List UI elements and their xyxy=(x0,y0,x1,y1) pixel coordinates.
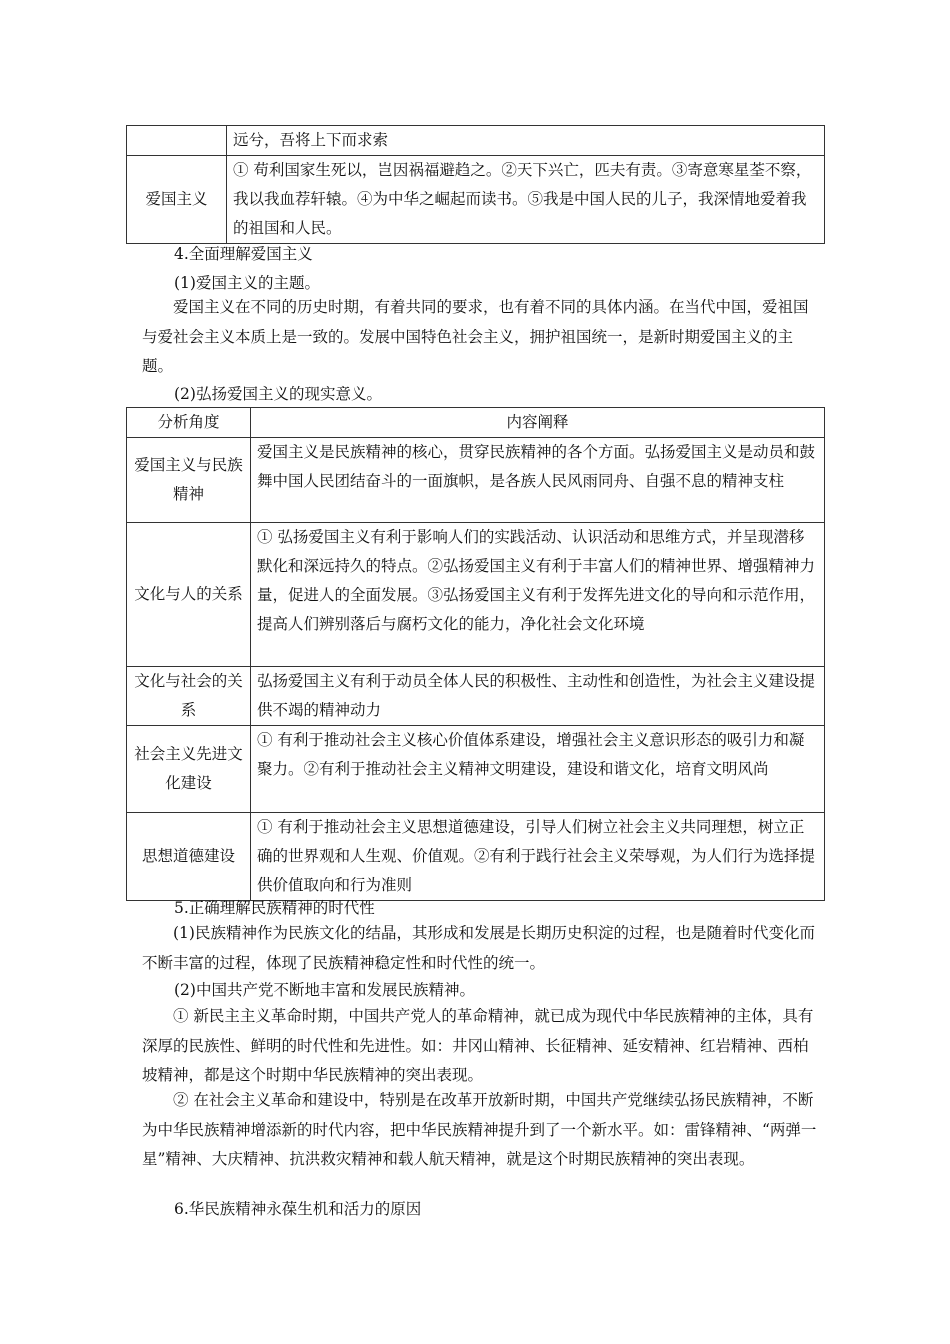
patriotism-significance-table xyxy=(126,407,825,901)
table-row xyxy=(127,667,825,726)
section-heading: 6.华民族精神永葆生机和活力的原因 xyxy=(174,1200,422,1218)
table-row xyxy=(127,126,825,156)
table-cell-left: 文化与人的关系 xyxy=(127,523,251,667)
patriotism-quotes-table xyxy=(126,125,825,244)
table-cell-right: ① 有利于推动社会主义核心价值体系建设，增强社会主义意识形态的吸引力和凝聚力。②有利于推动社会主义精神文明建设，建设和谐文化，培育文明风尚 xyxy=(251,726,825,813)
paragraph: (1)民族精神作为民族文化的结晶，其形成和发展是长期历史积淀的过程，也是随着时代变化而不断丰富的过程，体现了民族精神稳定性和时代性的统一。 xyxy=(142,924,815,972)
subsection-heading: (2)中国共产党不断地丰富和发展民族精神。 xyxy=(174,981,475,999)
section-heading: 5.正确理解民族精神的时代性 xyxy=(174,899,375,917)
table-cell-left: 文化与社会的关系 xyxy=(127,667,251,726)
section-heading: 4.全面理解爱国主义 xyxy=(174,245,313,263)
table-cell-right: 爱国主义是民族精神的核心，贯穿民族精神的各个方面。弘扬爱国主义是动员和鼓舞中国人民团结奋斗的一面旗帜，是各族人民风雨同舟、自强不息的精神支柱 xyxy=(251,438,825,523)
table-row xyxy=(127,813,825,901)
table-cell-right: ① 弘扬爱国主义有利于影响人们的实践活动、认识活动和思维方式，并呈现潜移默化和深远持久的特点。②弘扬爱国主义有利于丰富人们的精神世界、增强精神力量，促进人的全面发展。③弘扬爱国主义有利于发挥先进文化的导向和示范作用，提高人们辨别落后与腐朽文化的能力，净化社会文化环境 xyxy=(251,523,825,667)
table-row xyxy=(127,438,825,523)
paragraph: ① 新民主主义革命时期，中国共产党人的革命精神，就已成为现代中华民族精神的主体，具有深厚的民族性、鲜明的时代性和先进性。如：井冈山精神、长征精神、延安精神、红岩精神、西柏坡精神，都是这个时期中华民族精神的突出表现。 xyxy=(142,1007,814,1084)
table-cell-right: 远兮，吾将上下而求索 xyxy=(227,126,825,156)
paragraph: 爱国主义在不同的历史时期，有着共同的要求，也有着不同的具体内涵。在当代中国，爱祖国与爱社会主义本质上是一致的。发展中国特色社会主义，拥护祖国统一，是新时期爱国主义的主题。 xyxy=(142,298,809,375)
table-cell-right: ① 有利于推动社会主义思想道德建设，引导人们树立社会主义共同理想，树立正确的世界观和人生观、价值观。②有利于践行社会主义荣辱观，为人们行为选择提供价值取向和行为准则 xyxy=(251,813,825,901)
subsection-heading: (2)弘扬爱国主义的现实意义。 xyxy=(174,385,382,403)
column-header: 内容阐释 xyxy=(251,408,825,438)
table-cell-left: 爱国主义与民族精神 xyxy=(127,438,251,523)
table-cell-left: 思想道德建设 xyxy=(127,813,251,901)
table-cell-left: 爱国主义 xyxy=(127,156,227,244)
table-row xyxy=(127,726,825,813)
column-header: 分析角度 xyxy=(127,408,251,438)
table-cell-right: 弘扬爱国主义有利于动员全体人民的积极性、主动性和创造性，为社会主义建设提供不竭的精神动力 xyxy=(251,667,825,726)
table-row xyxy=(127,523,825,667)
table-cell-right: ① 苟利国家生死以，岂因祸福避趋之。②天下兴亡，匹夫有责。③寄意寒星荃不察，我以我血荐轩辕。④为中华之崛起而读书。⑤我是中国人民的儿子，我深情地爱着我的祖国和人民。 xyxy=(227,156,825,244)
subsection-heading: (1)爱国主义的主题。 xyxy=(174,274,320,292)
paragraph: ② 在社会主义革命和建设中，特别是在改革开放新时期，中国共产党继续弘扬民族精神，不断为中华民族精神增添新的时代内容，把中华民族精神提升到了一个新水平。如：雷锋精神、“两弹一星”精神、大庆精神、抗洪救灾精神和载人航天精神，就是这个时期民族精神的突出表现。 xyxy=(142,1091,817,1168)
table-cell-left xyxy=(127,126,227,156)
table-row xyxy=(127,156,825,244)
table-header-row xyxy=(127,408,825,438)
table-cell-left: 社会主义先进文化建设 xyxy=(127,726,251,813)
